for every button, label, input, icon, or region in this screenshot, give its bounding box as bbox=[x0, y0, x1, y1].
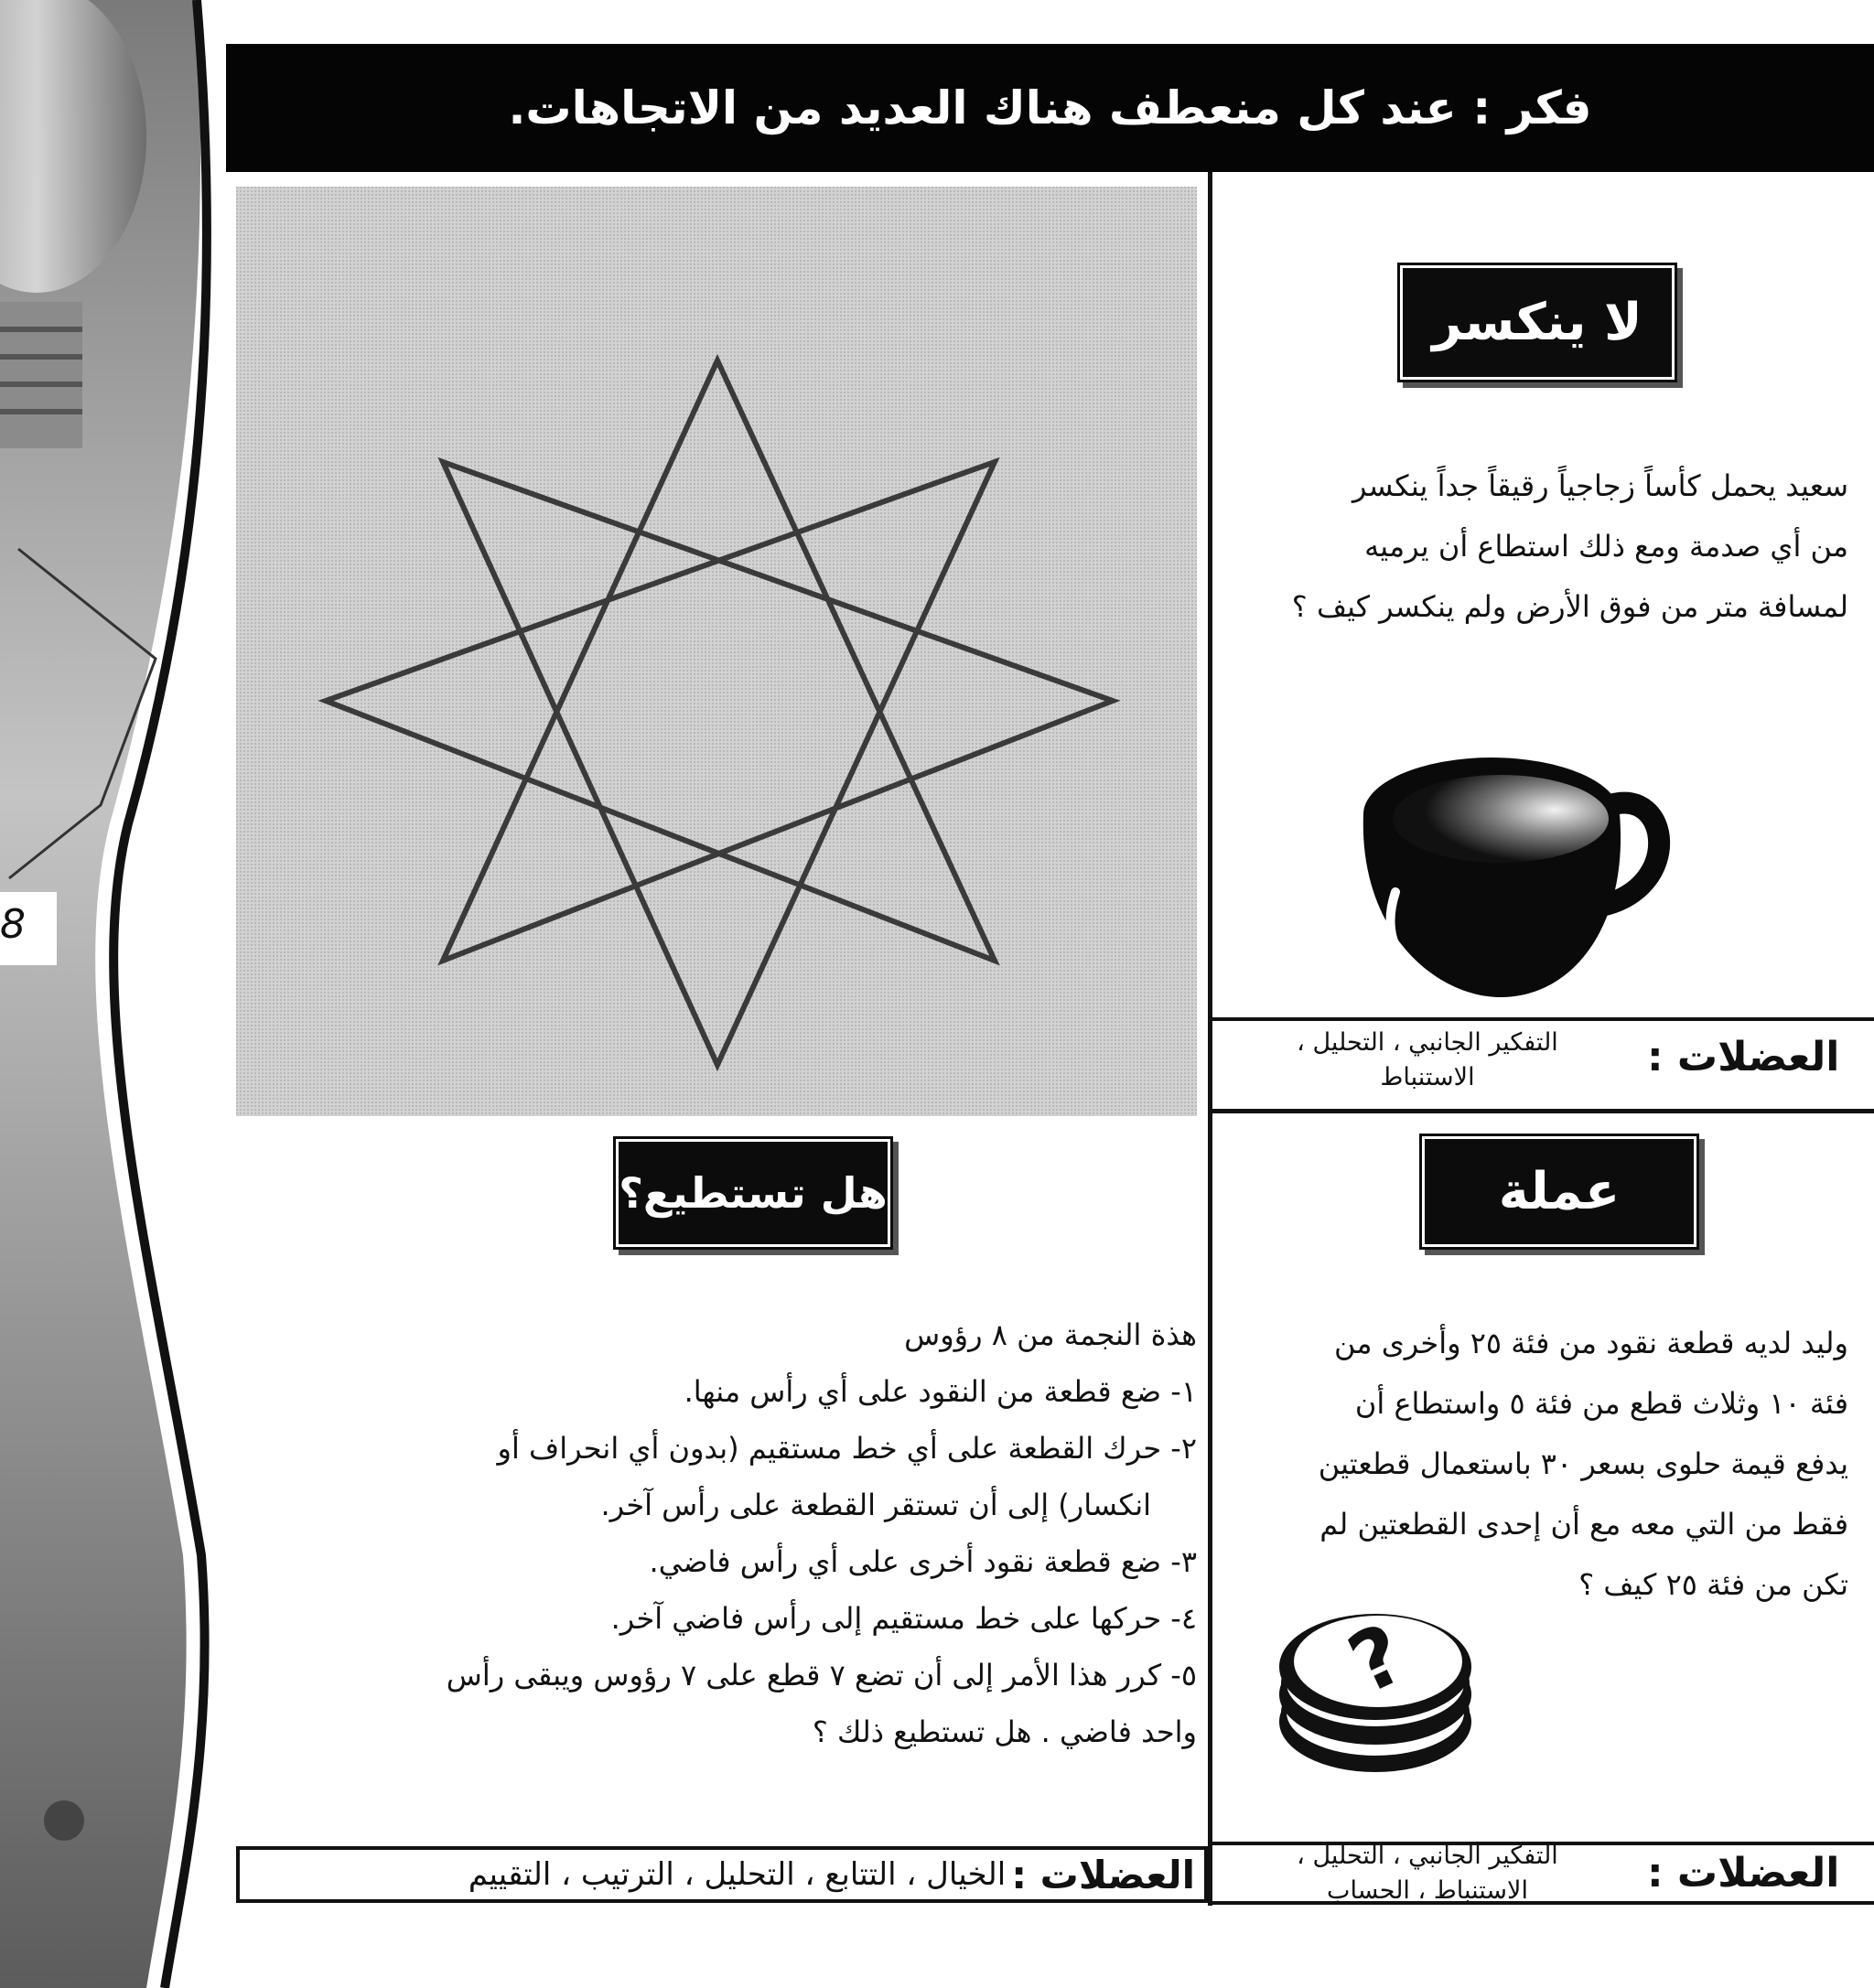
coin-stack-icon bbox=[1270, 1603, 1490, 1786]
star-step: ٢- حرك القطعة على أي خط مستقيم (بدون أي انحراف أو bbox=[497, 1431, 1197, 1466]
cup-icon bbox=[1354, 732, 1684, 1006]
star-step: واحد فاضي . هل تستطيع ذلك ؟ bbox=[812, 1714, 1197, 1749]
star-step: ٣- ضع قطعة نقود أخرى على أي رأس فاضي. bbox=[649, 1544, 1197, 1579]
light-bulb-decoration bbox=[0, 0, 238, 1988]
page-number: 8 bbox=[0, 901, 26, 948]
star-puzzle-title-text: هل تستطيع؟ bbox=[619, 1168, 888, 1218]
coin-line: فئة ١٠ وثلاث قطع من فئة ٥ واستطاع أن bbox=[1354, 1386, 1848, 1421]
row-divider bbox=[1211, 1017, 1874, 1021]
glass-muscles-values bbox=[1217, 1026, 1638, 1095]
star-step: انكسار) إلى أن تستقر القطعة على رأس آخر. bbox=[600, 1488, 1151, 1522]
column-divider bbox=[1208, 172, 1212, 1906]
glass-muscles-line: الاستنباط bbox=[1380, 1063, 1475, 1091]
star-muscles-values: الخيال ، التتابع ، التحليل ، الترتيب ، التقييم bbox=[468, 1856, 1007, 1893]
coin-line: فقط من التي معه مع أن إحدى القطعتين لم bbox=[1319, 1507, 1848, 1542]
coin-muscles-label: العضلات : bbox=[1647, 1850, 1840, 1897]
star-step: ٤- حركها على خط مستقيم إلى رأس فاضي آخر. bbox=[610, 1601, 1197, 1636]
header-bar bbox=[226, 44, 1874, 172]
coin-puzzle-title-text: عملة bbox=[1498, 1162, 1621, 1221]
glass-puzzle-title-text: لا ينكسر bbox=[1432, 293, 1642, 352]
glass-line: لمسافة متر من فوق الأرض ولم ينكسر كيف ؟ bbox=[1291, 589, 1848, 624]
coin-line: وليد لديه قطعة نقود من فئة ٢٥ وأخرى من bbox=[1334, 1326, 1848, 1360]
star-step: ١- ضع قطعة من النقود على أي رأس منها. bbox=[684, 1374, 1197, 1409]
coin-puzzle-text bbox=[1217, 1313, 1848, 1615]
question-mark: ? bbox=[1335, 1606, 1419, 1714]
star-intro: هذة النجمة من ٨ رؤوس bbox=[904, 1317, 1197, 1352]
coin-muscles-values bbox=[1217, 1839, 1638, 1908]
coin-line: يدفع قيمة حلوى بسعر ٣٠ باستعمال قطعتين bbox=[1318, 1446, 1848, 1481]
row-divider bbox=[1211, 1109, 1874, 1113]
glass-muscles-line: التفكير الجانبي ، التحليل ، bbox=[1297, 1028, 1558, 1057]
coin-muscles-line: التفكير الجانبي ، التحليل ، bbox=[1297, 1842, 1558, 1870]
star-muscles-label: العضلات : bbox=[1011, 1852, 1195, 1897]
star-step: ٥- كرر هذا الأمر إلى أن تضع ٧ قطع على ٧ رؤوس ويبقى رأس bbox=[446, 1658, 1197, 1692]
glass-puzzle-title bbox=[1403, 268, 1672, 377]
glass-puzzle-text bbox=[1217, 456, 1848, 637]
star-muscles-box bbox=[236, 1846, 1208, 1903]
coin-line: تكن من فئة ٢٥ كيف ؟ bbox=[1578, 1567, 1848, 1602]
star-puzzle-title bbox=[619, 1142, 888, 1244]
star-puzzle-text bbox=[275, 1306, 1197, 1760]
coin-muscles-line: الاستنباط ، الحساب bbox=[1327, 1876, 1528, 1905]
page-title: فكر : عند كل منعطف هناك العديد من الاتجاهات. bbox=[508, 81, 1592, 134]
star-diagram bbox=[236, 187, 1197, 1116]
coin-puzzle-title bbox=[1425, 1139, 1694, 1244]
glass-line: من أي صدمة ومع ذلك استطاع أن يرميه bbox=[1364, 529, 1848, 564]
glass-muscles-label: العضلات : bbox=[1647, 1034, 1840, 1080]
glass-line: سعيد يحمل كأساً زجاجياً رقيقاً جداً ينكسر bbox=[1352, 468, 1848, 503]
